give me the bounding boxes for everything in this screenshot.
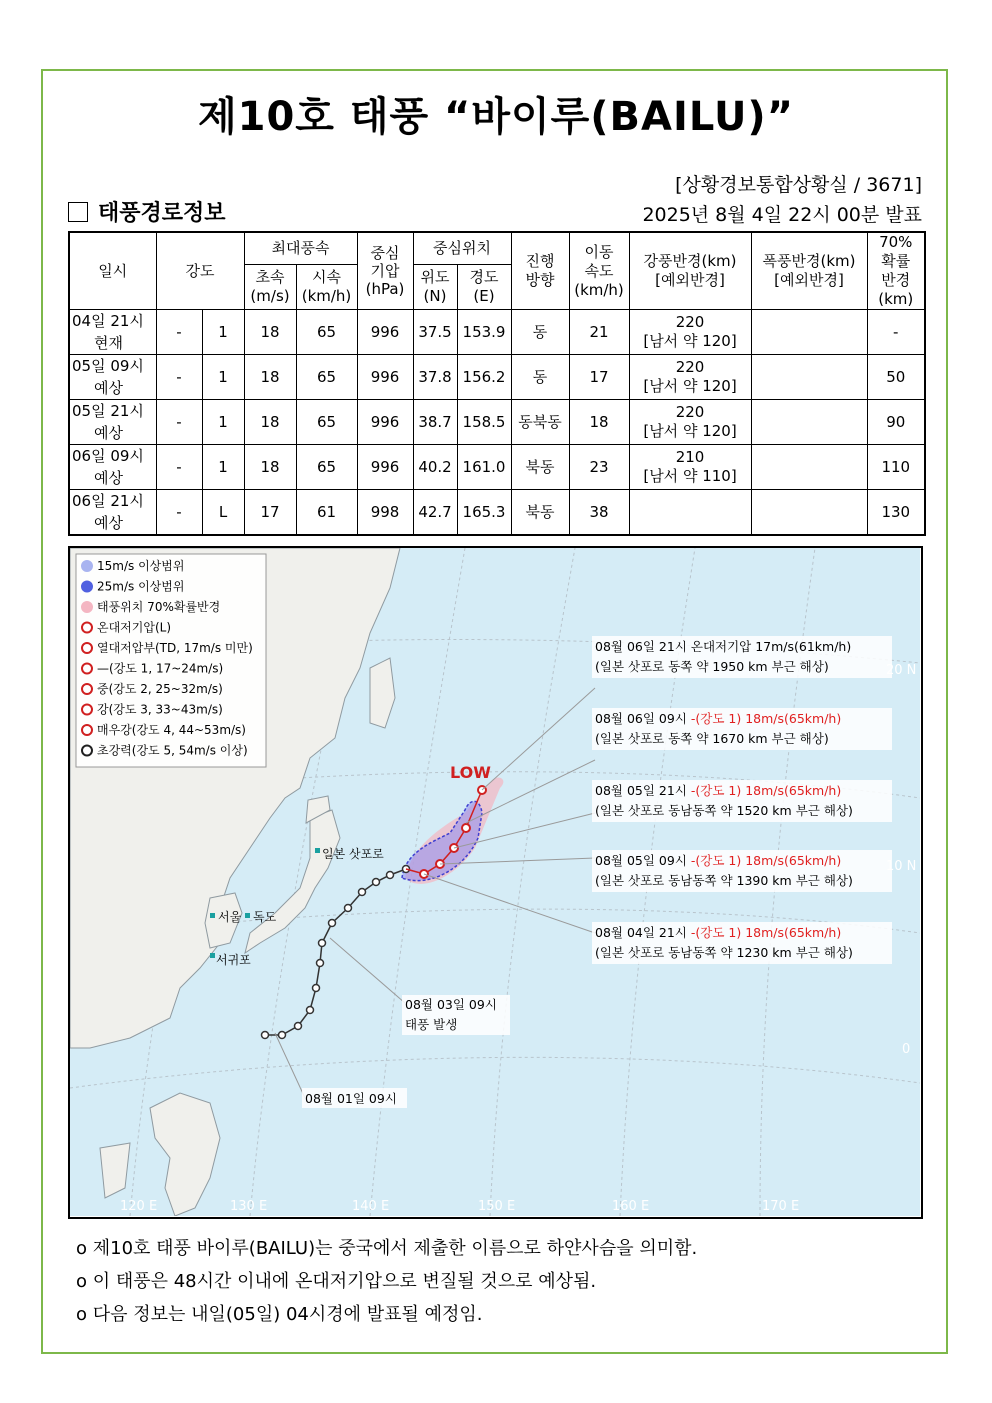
table-cell: 05일 09시 예상 [69, 355, 156, 400]
table-cell: 220 [남서 약 120] [629, 400, 751, 445]
track-point [387, 872, 394, 879]
table-cell: 1 [202, 400, 244, 445]
table-cell: 06일 09시 예상 [69, 445, 156, 490]
section-title: 태풍경로정보 [98, 201, 226, 226]
track-point [373, 879, 380, 886]
table-cell: 동 [511, 310, 569, 355]
low-label: LOW [450, 763, 491, 782]
track-point [307, 1007, 314, 1014]
table-cell: - [156, 445, 202, 490]
legend-symbol-icon [82, 602, 92, 612]
table-cell: - [156, 400, 202, 445]
table-cell: 153.9 [457, 310, 511, 355]
header-speed: 이동속도 (km/h) [569, 232, 629, 310]
legend-symbol-icon [82, 623, 92, 633]
header-direction: 진행방향 [511, 232, 569, 310]
lon-label: 160 E [612, 1199, 650, 1214]
table-cell: 61 [296, 490, 357, 536]
table-cell: 90 [867, 400, 925, 445]
city-dokdo: 독도 [253, 910, 277, 924]
legend-symbol-icon [82, 684, 92, 694]
table-cell [751, 310, 867, 355]
callout-title: 08월 06일 09시 -(강도 1) 18m/s(65km/h) [595, 711, 842, 726]
table-cell: 18 [244, 445, 296, 490]
header-wind-ms: 초속 (m/s) [244, 264, 296, 309]
table-cell: 1 [202, 355, 244, 400]
table-cell: 37.5 [413, 310, 457, 355]
table-cell: 65 [296, 355, 357, 400]
table-cell: - [156, 310, 202, 355]
legend-symbol-icon [82, 561, 92, 571]
table-cell: 1 [202, 445, 244, 490]
legend-item: —(강도 1, 17~24m/s) [97, 661, 224, 676]
section-heading [68, 196, 226, 227]
table-cell: 21 [569, 310, 629, 355]
legend-symbol-icon [82, 705, 92, 715]
table-cell: 42.7 [413, 490, 457, 536]
office-label: [상황경보통합상황실 / 3671] [675, 174, 922, 196]
header-pressure: 중심기압 (hPa) [357, 232, 413, 310]
table-row [69, 490, 925, 536]
table-cell: 996 [357, 310, 413, 355]
legend-item: 중(강도 2, 25~32m/s) [97, 682, 223, 696]
table-row [69, 355, 925, 400]
table-cell: 156.2 [457, 355, 511, 400]
header-center: 중심위치 [413, 232, 511, 264]
table-cell: 210 [남서 약 110] [629, 445, 751, 490]
page-title: 제10호 태풍 “바이루(BAILU)” [197, 94, 794, 140]
table-cell [751, 355, 867, 400]
header-lat: 위도 (N) [413, 264, 457, 309]
legend-symbol-icon [82, 664, 92, 674]
table-cell: 동 [511, 355, 569, 400]
table-cell: 65 [296, 400, 357, 445]
legend-item: 초강력(강도 5, 54m/s 이상) [97, 743, 248, 758]
table-cell: 996 [357, 400, 413, 445]
table-cell [751, 445, 867, 490]
track-point [359, 889, 366, 896]
table-cell: 18 [569, 400, 629, 445]
table-cell: 220 [남서 약 120] [629, 310, 751, 355]
table-cell: 37.8 [413, 355, 457, 400]
note-1: o 제10호 태풍 바이루(BAILU)는 중국에서 제출한 이름으로 하얀사슴을 의미함. [76, 1238, 698, 1259]
start-label: 08월 01일 09시 [305, 1091, 397, 1106]
table-cell: 04일 21시 현재 [69, 310, 156, 355]
legend-item: 열대저압부(TD, 17m/s 미만) [97, 641, 253, 655]
callout-location: (일본 삿포로 동남동쪽 약 1390 km 부근 해상) [595, 873, 853, 888]
legend-symbol-icon [82, 643, 92, 653]
track-point [295, 1023, 302, 1030]
table-row [69, 445, 925, 490]
track-point [319, 940, 326, 947]
table-cell [751, 490, 867, 536]
table-cell: 996 [357, 355, 413, 400]
table-cell: 220 [남서 약 120] [629, 355, 751, 400]
table-cell: 18 [244, 355, 296, 400]
map-svg [70, 548, 920, 1216]
track-point [345, 905, 352, 912]
track-point [313, 985, 320, 992]
legend-item: 25m/s 이상범위 [97, 579, 185, 594]
track-point [262, 1032, 269, 1039]
seoul-marker [210, 913, 215, 918]
callout-title: 08월 05일 09시 -(강도 1) 18m/s(65km/h) [595, 853, 842, 868]
callout-location: (일본 삿포로 동쪽 약 1670 km 부근 해상) [595, 731, 829, 746]
track-point [279, 1032, 286, 1039]
table-cell: - [156, 355, 202, 400]
lon-label: 170 E [762, 1199, 800, 1214]
legend-item: 온대저기압(L) [97, 620, 172, 635]
city-seogwipo: 서귀포 [216, 953, 251, 967]
table-cell: 17 [569, 355, 629, 400]
header-gale-radius: 폭풍반경(km) [예외반경] [751, 232, 867, 310]
callout-title: 08월 04일 21시 -(강도 1) 18m/s(65km/h) [595, 925, 842, 940]
legend-symbol-icon [82, 725, 92, 735]
table-cell: 동북동 [511, 400, 569, 445]
legend-item: 강(강도 3, 33~43m/s) [97, 702, 223, 717]
table-cell: 50 [867, 355, 925, 400]
seogwipo-marker [210, 953, 215, 958]
table-cell: 06일 21시 예상 [69, 490, 156, 536]
table-row [69, 310, 925, 355]
track-point [329, 920, 336, 927]
header-storm-radius: 강풍반경(km) [예외반경] [629, 232, 751, 310]
callout-title: 08월 05일 21시 -(강도 1) 18m/s(65km/h) [595, 783, 842, 798]
legend-symbol-icon [82, 582, 92, 592]
table-cell: 110 [867, 445, 925, 490]
dokdo-marker [245, 913, 250, 918]
issued-time: 2025년 8월 4일 22시 00분 발표 [642, 204, 922, 226]
table-cell: 17 [244, 490, 296, 536]
formation-label: 태풍 발생 [405, 1017, 458, 1032]
typhoon-track-map [68, 546, 923, 1219]
header-probability: 70% 확률 반경 (km) [867, 232, 925, 310]
table-cell: 65 [296, 445, 357, 490]
lat-label: 10 N [886, 859, 917, 874]
note-2: o 이 태풍은 48시간 이내에 온대저기압으로 변질될 것으로 예상됨. [76, 1271, 597, 1292]
table-row [69, 400, 925, 445]
city-seoul: 서울 [218, 910, 242, 924]
table-cell: 996 [357, 445, 413, 490]
track-point [317, 960, 324, 967]
callout-location: (일본 삿포로 동남동쪽 약 1520 km 부근 해상) [595, 803, 853, 818]
table-cell: 158.5 [457, 400, 511, 445]
legend-item: 15m/s 이상범위 [97, 559, 185, 573]
lon-label: 130 E [230, 1199, 268, 1214]
header-lon: 경도 (E) [457, 264, 511, 309]
table-cell: 165.3 [457, 490, 511, 536]
table-cell: 1 [202, 310, 244, 355]
header-intensity: 강도 [156, 232, 244, 310]
table-cell: 북동 [511, 490, 569, 536]
forecast-point [462, 824, 470, 832]
callout-title: 08월 06일 21시 온대저기압 17m/s(61km/h) [595, 639, 852, 654]
table-cell: 130 [867, 490, 925, 536]
lon-label: 140 E [352, 1199, 390, 1214]
table-cell: 23 [569, 445, 629, 490]
lon-label: 120 E [120, 1199, 158, 1214]
table-cell [751, 400, 867, 445]
formation-date: 08월 03일 09시 [405, 997, 497, 1012]
table-cell: L [202, 490, 244, 536]
table-cell: - [156, 490, 202, 536]
legend-item: 태풍위치 70%확률반경 [97, 600, 221, 614]
table-cell: 65 [296, 310, 357, 355]
table-cell: 161.0 [457, 445, 511, 490]
table-cell: 05일 21시 예상 [69, 400, 156, 445]
lon-label: 150 E [478, 1199, 516, 1214]
checkbox-icon [68, 202, 88, 222]
table-cell: 38 [569, 490, 629, 536]
note-3: o 다음 정보는 내일(05일) 04시경에 발표될 예정임. [76, 1304, 483, 1325]
table-cell: - [867, 310, 925, 355]
callout-location: (일본 삿포로 동남동쪽 약 1230 km 부근 해상) [595, 945, 853, 960]
header-max-wind: 최대풍속 [244, 232, 357, 264]
sapporo-marker [315, 848, 320, 853]
lat-label: 20 N [886, 663, 917, 678]
forecast-table [68, 231, 926, 536]
table-cell: 18 [244, 400, 296, 445]
legend-symbol-icon [82, 746, 92, 756]
lat-label: 0 [902, 1042, 911, 1057]
table-cell: 북동 [511, 445, 569, 490]
city-sapporo: 일본 삿포로 [322, 847, 384, 861]
table-cell: 18 [244, 310, 296, 355]
notes [76, 1232, 697, 1331]
header-datetime: 일시 [69, 232, 156, 310]
callout-location: (일본 삿포로 동쪽 약 1950 km 부근 해상) [595, 659, 829, 674]
legend-item: 매우강(강도 4, 44~53m/s) [97, 723, 246, 737]
table-cell: 998 [357, 490, 413, 536]
table-cell: 40.2 [413, 445, 457, 490]
table-cell [629, 490, 751, 536]
table-cell: 38.7 [413, 400, 457, 445]
header-wind-kmh: 시속 (km/h) [296, 264, 357, 309]
